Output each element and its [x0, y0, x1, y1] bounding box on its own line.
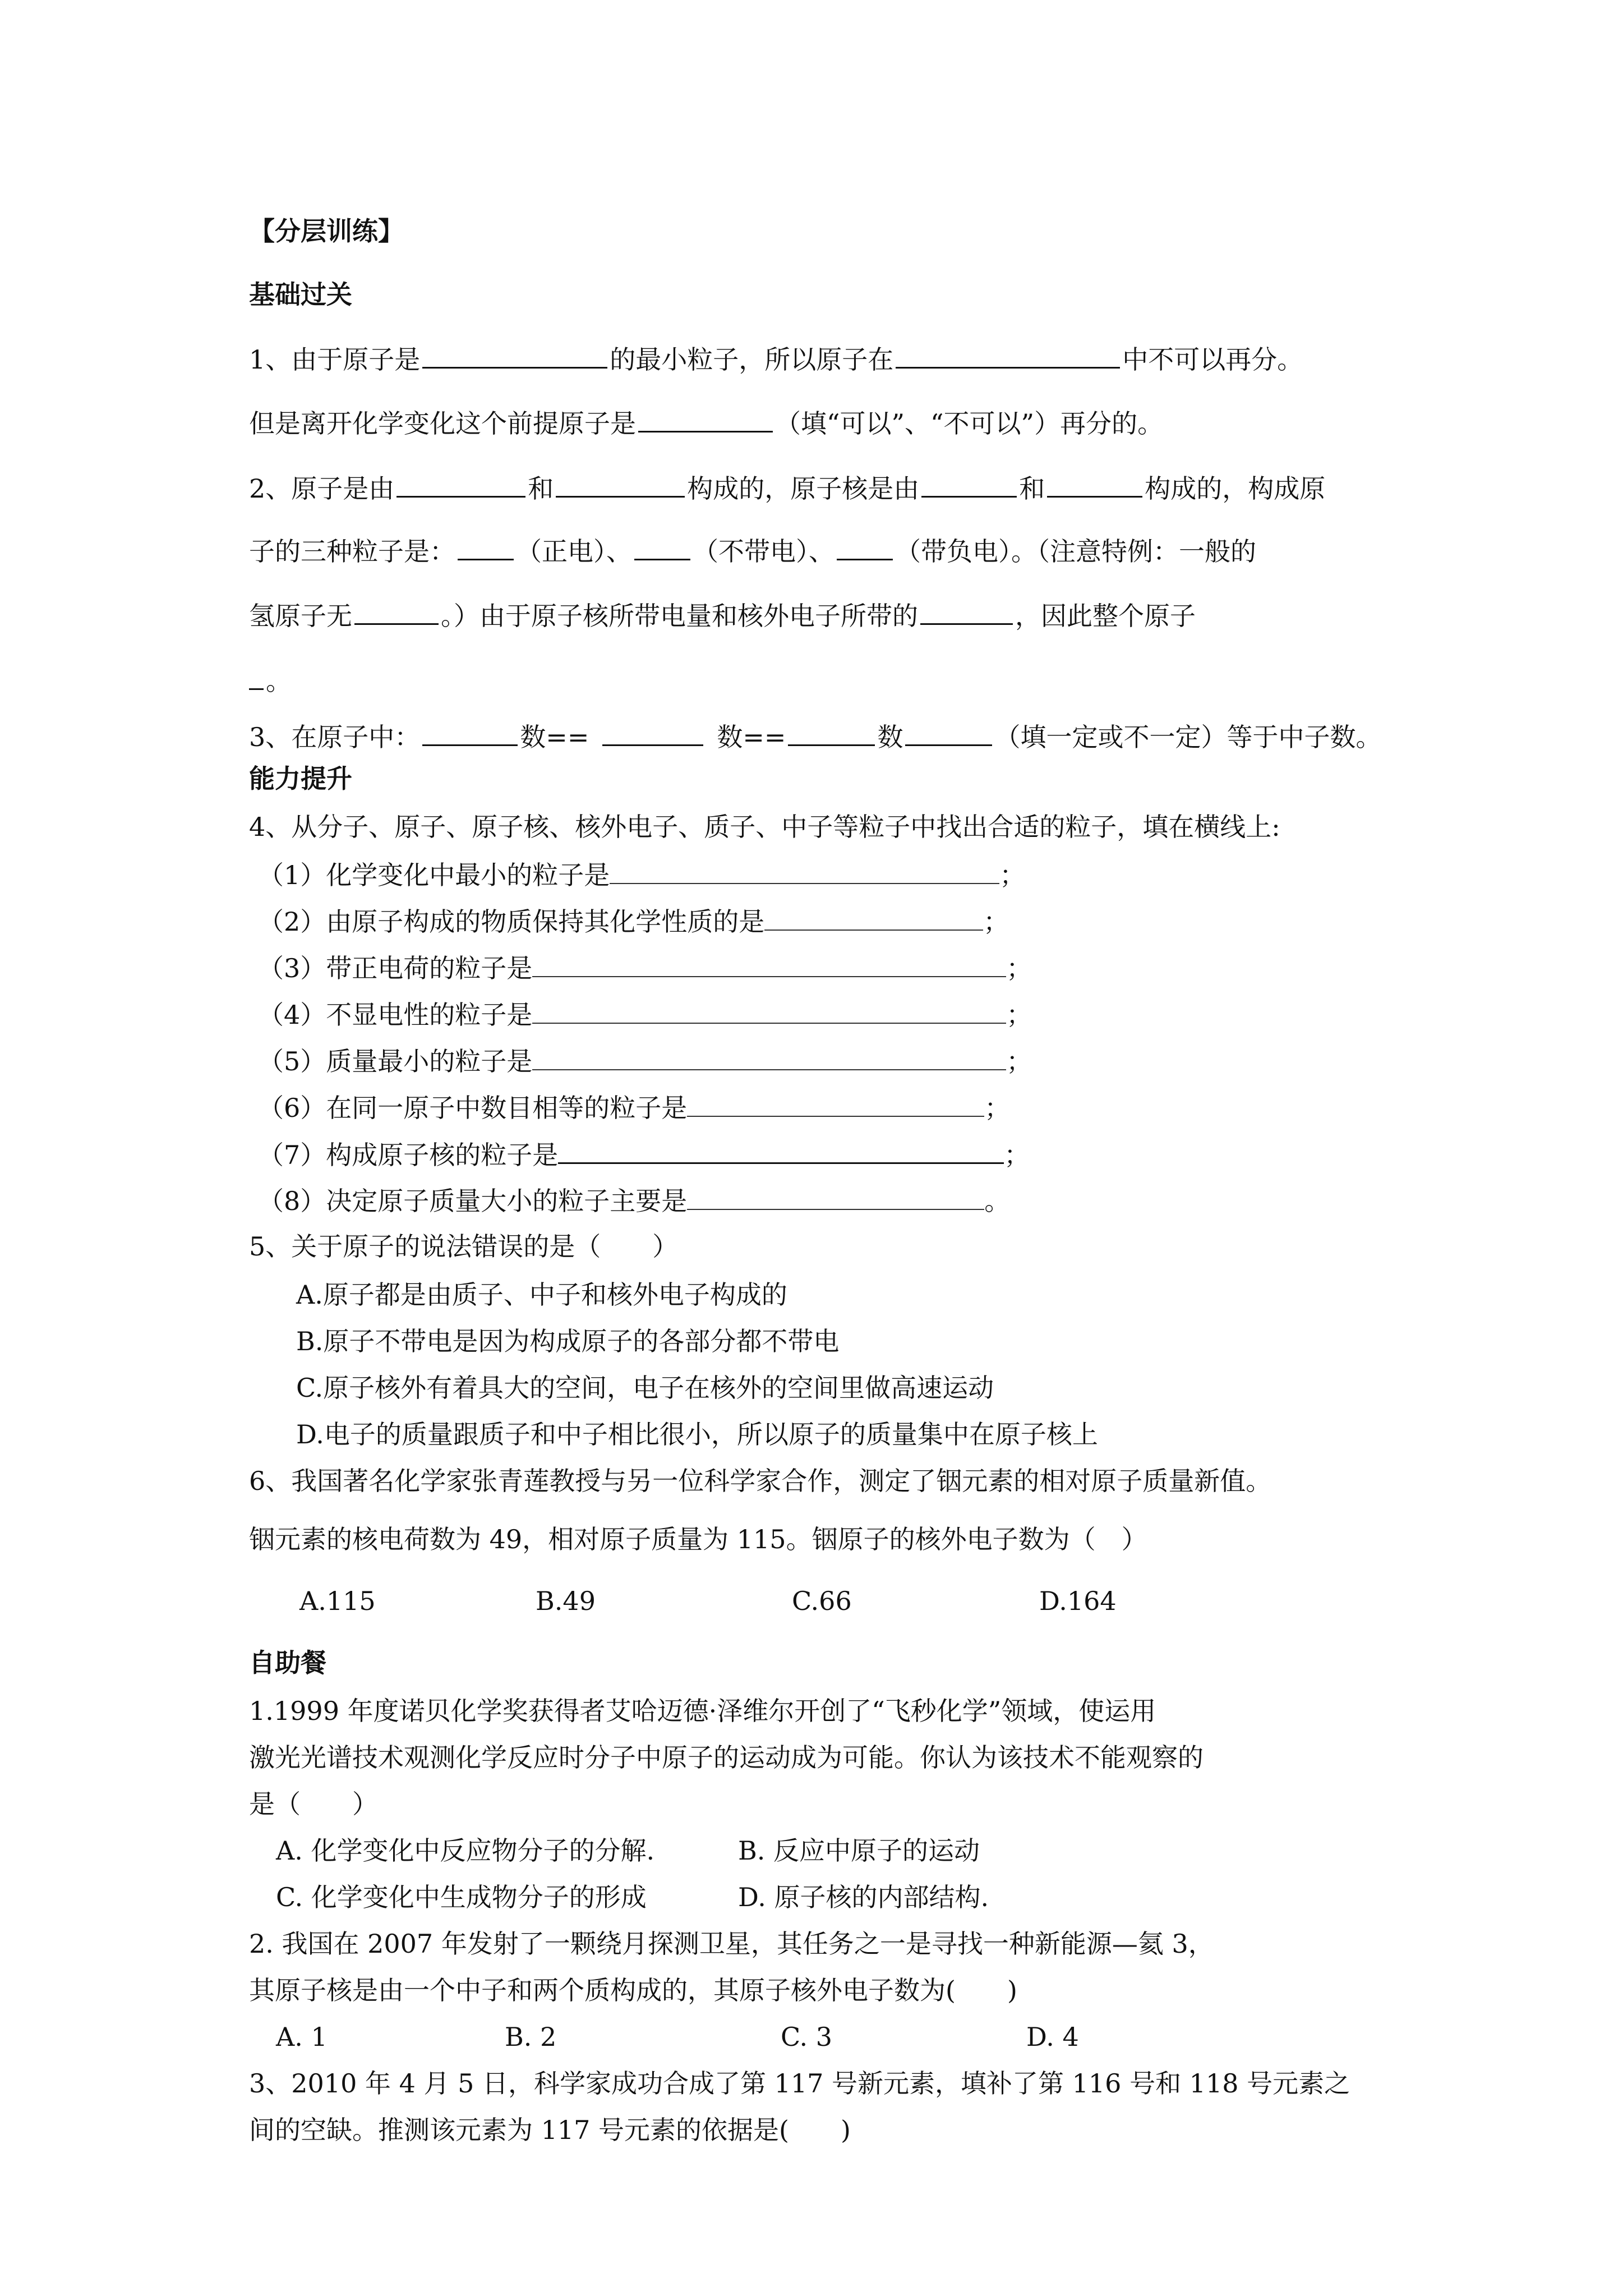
- q4-item-5: [258, 1045, 1032, 1077]
- b1-option-c[interactable]: C. 化学变化中生成物分子的形成: [276, 1882, 647, 1912]
- q4-item-text: （4）不显电性的粒子是: [258, 1000, 533, 1030]
- section-buffet-heading: 自助餐: [249, 1648, 326, 1678]
- b1-line2: 激光光谱技术观测化学反应时分子中原子的运动成为可能。你认为该技术不能观察的: [249, 1742, 1204, 1773]
- q4-item-8: [258, 1184, 1010, 1217]
- q6-line2: 铟元素的核电荷数为 49，相对原子质量为 115。铟原子的核外电子数为（ ）: [249, 1524, 1147, 1554]
- q4-blank-3[interactable]: [532, 951, 1006, 977]
- q2-text-j: 氢原子无: [249, 601, 352, 631]
- q4-blank-7[interactable]: [558, 1138, 1004, 1164]
- b2-option-a[interactable]: A. 1: [276, 2022, 328, 2052]
- q4-item-end: ；: [1006, 1046, 1032, 1076]
- q4-item-text: （1）化学变化中最小的粒子是: [258, 860, 610, 890]
- q2-text-m: 。: [266, 666, 292, 696]
- q1-blank-2[interactable]: [896, 342, 1120, 369]
- q4-item-text: （2）由原子构成的物质保持其化学性质的是: [258, 907, 765, 937]
- section-advanced-heading: 能力提升: [249, 763, 352, 794]
- q2-text-c: 构成的，原子核是由: [687, 473, 920, 504]
- b1-option-a[interactable]: A. 化学变化中反应物分子的分解.: [276, 1835, 655, 1866]
- q2-blank-3[interactable]: [921, 471, 1017, 498]
- q1-text-e: （填“可以”、“不可以”）再分的。: [775, 408, 1164, 439]
- q2-text-e: 构成的，构成原: [1145, 473, 1326, 504]
- q2-blank-10[interactable]: [249, 664, 264, 690]
- q2-blank-1[interactable]: [396, 471, 525, 498]
- section-basic-heading: 基础过关: [249, 279, 352, 310]
- b2-option-d[interactable]: D. 4: [1026, 2022, 1079, 2052]
- b1-option-b[interactable]: B. 反应中原子的运动: [738, 1835, 980, 1866]
- q4-item-end: ；: [984, 1093, 1011, 1123]
- q4-item-text: （5）质量最小的粒子是: [258, 1046, 533, 1076]
- q4-item-1: [258, 858, 1025, 891]
- q4-item-end: ；: [999, 860, 1026, 890]
- q4-blank-6[interactable]: [687, 1091, 984, 1117]
- q4-blank-1[interactable]: [610, 858, 999, 884]
- q4-item-end: ；: [1006, 953, 1032, 983]
- q2-line4: [249, 664, 292, 697]
- q4-item-text: （3）带正电荷的粒子是: [258, 953, 533, 983]
- q4-blank-2[interactable]: [764, 905, 983, 931]
- b1-option-d[interactable]: D. 原子核的内部结构.: [738, 1882, 989, 1912]
- q4-item-text: （8）决定原子质量大小的粒子主要是: [258, 1186, 688, 1216]
- page-title: 【分层训练】: [249, 216, 404, 246]
- q2-text-g: （正电）、: [516, 536, 632, 567]
- q4-item-3: [258, 951, 1032, 984]
- q6-line1: 6、我国著名化学家张青莲教授与另一位科学家合作，测定了铟元素的相对原子质量新值。: [249, 1466, 1272, 1496]
- q4-item-2: [258, 905, 1009, 937]
- q4-item-7: [258, 1138, 1030, 1171]
- q1-blank-3[interactable]: [638, 406, 773, 432]
- q2-blank-8[interactable]: [354, 599, 439, 625]
- q2-text-f: 子的三种粒子是：: [249, 536, 455, 567]
- q3-text-d: 数: [877, 722, 903, 752]
- q3-text-a: 3、在原子中：: [249, 722, 421, 752]
- q5-stem: 5、关于原子的说法错误的是（ ）: [249, 1231, 679, 1262]
- q3-blank-2[interactable]: [602, 720, 703, 746]
- q2-blank-6[interactable]: [634, 534, 690, 560]
- q4-stem: 4、从分子、原子、原子核、核外电子、质子、中子等粒子中找出合适的粒子，填在横线上:: [249, 812, 1280, 842]
- q4-item-end: ；: [1006, 1000, 1032, 1030]
- q4-item-end: ；: [1004, 1140, 1030, 1170]
- b1-line3: 是（ ）: [249, 1789, 378, 1819]
- q1-text-b: 的最小粒子，所以原子在: [610, 344, 894, 375]
- q2-blank-4[interactable]: [1047, 471, 1142, 498]
- b2-option-c[interactable]: C. 3: [781, 2022, 833, 2052]
- q1-blank-1[interactable]: [422, 342, 607, 369]
- q6-option-a[interactable]: A.115: [299, 1586, 376, 1616]
- q5-option-d[interactable]: D.电子的质量跟质子和中子相比很小，所以原子的质量集中在原子核上: [296, 1419, 1098, 1450]
- q4-item-6: [258, 1091, 1010, 1124]
- q1-text-c: 中不可以再分。: [1122, 344, 1303, 375]
- q3-blank-1[interactable]: [422, 720, 518, 746]
- q2-blank-5[interactable]: [458, 534, 514, 560]
- q2-line3: [249, 599, 1196, 632]
- q3-text-b: 数==: [520, 722, 589, 752]
- q2-blank-9[interactable]: [920, 599, 1013, 625]
- q2-text-a: 2、原子是由: [249, 473, 395, 504]
- q2-line2: [249, 534, 1256, 567]
- q2-blank-7[interactable]: [837, 534, 893, 560]
- q1-text-a: 1、由于原子是: [249, 344, 421, 375]
- q6-option-b[interactable]: B.49: [536, 1586, 596, 1616]
- q1-line1: [249, 342, 1303, 375]
- q3-blank-3[interactable]: [788, 720, 875, 746]
- q2-text-k: 。）由于原子核所带电量和核外电子所带的: [441, 601, 918, 631]
- q2-text-l: ，因此整个原子: [1015, 601, 1196, 631]
- q1-line2: [249, 406, 1163, 439]
- q2-text-i: （带负电）。（注意特例：一般的: [895, 536, 1256, 567]
- q5-option-c[interactable]: C.原子核外有着具大的空间，电子在核外的空间里做高速运动: [296, 1373, 994, 1403]
- q5-option-a[interactable]: A.原子都是由质子、中子和核外电子构成的: [296, 1280, 787, 1310]
- q2-text-b: 和: [528, 473, 554, 504]
- b3-line2: 间的空缺。推测该元素为 117 号元素的依据是( ): [249, 2115, 851, 2145]
- q4-item-end: 。: [984, 1186, 1011, 1216]
- b2-option-b[interactable]: B. 2: [505, 2022, 557, 2052]
- q2-line1: [249, 471, 1325, 504]
- q4-blank-4[interactable]: [532, 998, 1006, 1024]
- q6-option-c[interactable]: C.66: [792, 1586, 852, 1616]
- b3-line1: 3、2010 年 4 月 5 日，科学家成功合成了第 117 号新元素，填补了第 116 号和 118 号元素之: [249, 2068, 1350, 2099]
- q2-text-h: （不带电）、: [693, 536, 834, 567]
- b2-line1: 2. 我国在 2007 年发射了一颗绕月探测卫星，其任务之一是寻找一种新能源—氦 3，: [249, 1929, 1214, 1959]
- q3-blank-4[interactable]: [905, 720, 992, 746]
- q4-item-text: （7）构成原子核的粒子是: [258, 1140, 559, 1170]
- q2-text-d: 和: [1019, 473, 1045, 504]
- q3-line: [249, 720, 1381, 753]
- q4-item-text: （6）在同一原子中数目相等的粒子是: [258, 1093, 688, 1123]
- q6-option-d[interactable]: D.164: [1039, 1586, 1117, 1616]
- q4-item-4: [258, 998, 1032, 1030]
- q4-blank-5[interactable]: [532, 1045, 1006, 1070]
- q3-text-e: （填一定或不一定）等于中子数。: [994, 722, 1382, 752]
- q5-option-b[interactable]: B.原子不带电是因为构成原子的各部分都不带电: [296, 1326, 840, 1356]
- q1-text-d: 但是离开化学变化这个前提原子是: [249, 408, 636, 439]
- b1-line1: 1.1999 年度诺贝化学奖获得者艾哈迈德·泽维尔开创了“飞秒化学”领域，使运用: [249, 1696, 1156, 1726]
- b2-line2: 其原子核是由一个中子和两个质构成的，其原子核外电子数为( ): [249, 1975, 1017, 2005]
- q4-blank-8[interactable]: [687, 1184, 984, 1210]
- q4-item-end: ；: [983, 907, 1009, 937]
- q2-blank-2[interactable]: [556, 471, 685, 498]
- q3-text-c: 数==: [717, 722, 786, 752]
